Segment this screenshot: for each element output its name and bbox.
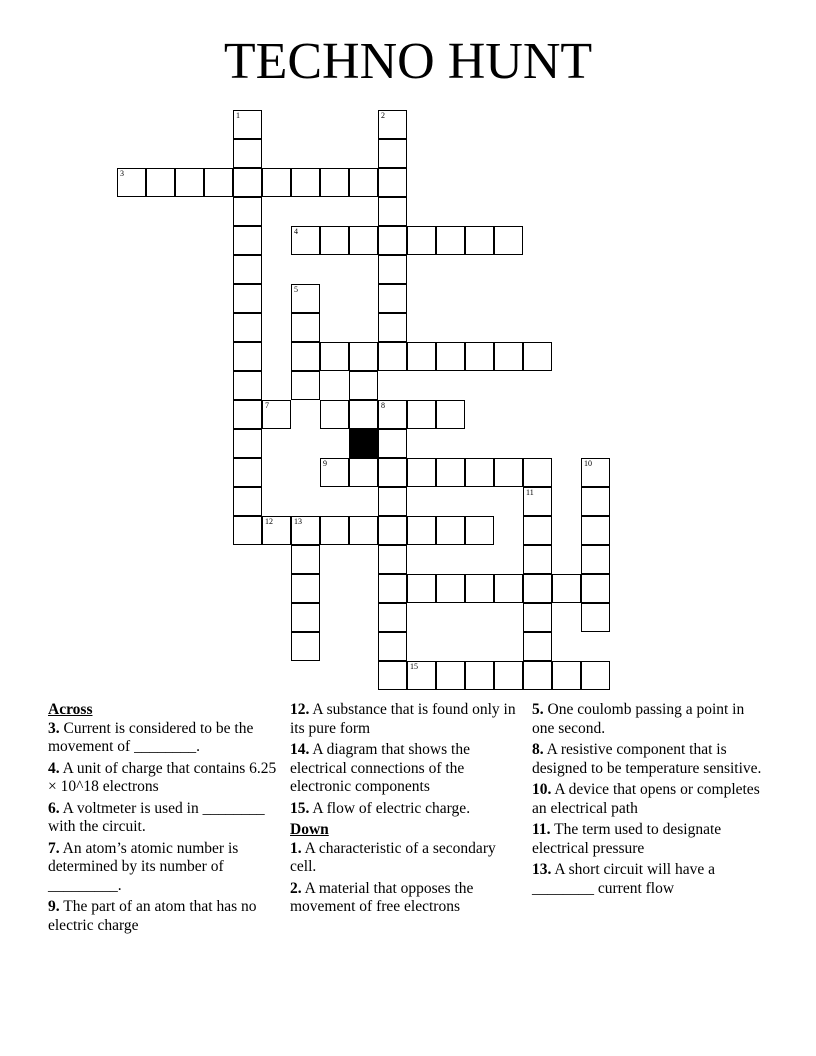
cell-number: 12 xyxy=(265,517,273,526)
clue-across-12 xyxy=(290,701,522,738)
clue-text: A flow of electric charge. xyxy=(312,799,471,817)
page-title: TECHNO HUNT xyxy=(223,33,593,90)
grid-cell[interactable] xyxy=(320,226,349,255)
grid-cell[interactable] xyxy=(233,313,262,342)
clue-number: 15. xyxy=(290,799,310,817)
grid-cell[interactable] xyxy=(291,632,320,661)
grid-cell[interactable] xyxy=(349,458,378,487)
clue-down-5 xyxy=(532,701,764,738)
clue-down-10 xyxy=(532,781,764,818)
grid-cell[interactable] xyxy=(407,226,436,255)
clue-text: A diagram that shows the electrical connections of the electronic components xyxy=(290,741,470,795)
grid-cell[interactable] xyxy=(494,226,523,255)
cell-number: 10 xyxy=(584,459,592,468)
grid-cell[interactable] xyxy=(349,516,378,545)
grid-cell[interactable] xyxy=(581,545,610,574)
clue-text: The term used to designate electrical pressure xyxy=(532,821,722,857)
grid-cell[interactable] xyxy=(378,574,407,603)
clue-column-1 xyxy=(48,701,283,938)
grid-cell[interactable] xyxy=(581,661,610,690)
clue-number: 13. xyxy=(532,861,552,878)
grid-cell[interactable] xyxy=(320,342,349,371)
grid-cell[interactable] xyxy=(378,516,407,545)
grid-cell[interactable] xyxy=(523,487,552,516)
grid-cell[interactable] xyxy=(407,458,436,487)
grid-cell[interactable] xyxy=(262,516,291,545)
clue-number: 2. xyxy=(290,879,302,897)
grid-cell[interactable] xyxy=(523,632,552,661)
cell-number: 2 xyxy=(381,111,385,120)
clue-number: 9. xyxy=(48,898,60,915)
grid-cell[interactable] xyxy=(291,371,320,400)
clue-text: An atom’s atomic number is determined by its number of _________. xyxy=(48,839,239,894)
grid-cell[interactable] xyxy=(233,429,262,458)
clue-text: A device that opens or completes an electrical path xyxy=(532,781,760,817)
grid-cell[interactable] xyxy=(378,226,407,255)
clue-number: 3. xyxy=(48,719,60,737)
grid-cell[interactable] xyxy=(378,429,407,458)
grid-cell[interactable] xyxy=(291,284,320,313)
grid-cell[interactable] xyxy=(378,487,407,516)
grid-cell[interactable] xyxy=(378,400,407,429)
grid-cell[interactable] xyxy=(320,516,349,545)
grid-cell[interactable] xyxy=(436,226,465,255)
grid-cell[interactable] xyxy=(378,284,407,313)
grid-cell[interactable] xyxy=(523,458,552,487)
grid-cell[interactable] xyxy=(465,661,494,690)
clue-text: A characteristic of a secondary cell. xyxy=(290,839,496,875)
grid-cell[interactable] xyxy=(494,574,523,603)
grid-cell[interactable] xyxy=(465,226,494,255)
clue-across-6 xyxy=(48,800,283,837)
black-square xyxy=(349,429,378,458)
grid-cell[interactable] xyxy=(523,603,552,632)
grid-cell[interactable] xyxy=(233,371,262,400)
grid-cell[interactable] xyxy=(378,313,407,342)
clue-number: 6. xyxy=(48,799,60,817)
grid-cell[interactable] xyxy=(320,400,349,429)
grid-cell[interactable] xyxy=(436,458,465,487)
clue-column-3 xyxy=(532,701,764,901)
grid-cell[interactable] xyxy=(581,487,610,516)
clue-down-8 xyxy=(532,741,764,778)
cell-number: 11 xyxy=(526,488,534,497)
clue-across-15 xyxy=(290,800,522,819)
clue-number: 8. xyxy=(532,741,544,758)
clue-number: 7. xyxy=(48,839,60,857)
grid-cell[interactable] xyxy=(407,574,436,603)
grid-cell[interactable] xyxy=(262,168,291,197)
grid-cell[interactable] xyxy=(146,168,175,197)
cell-number: 5 xyxy=(294,285,298,294)
grid-cell[interactable] xyxy=(378,110,407,139)
grid-cell[interactable] xyxy=(581,574,610,603)
grid-cell[interactable] xyxy=(349,168,378,197)
clue-number: 5. xyxy=(532,701,544,718)
grid-cell[interactable] xyxy=(378,168,407,197)
clue-across-7 xyxy=(48,840,283,896)
clue-across-9 xyxy=(48,898,283,935)
grid-cell[interactable] xyxy=(291,516,320,545)
clue-text: Current is considered to be the movement of ________. xyxy=(48,719,254,755)
grid-cell[interactable] xyxy=(465,458,494,487)
grid-cell[interactable] xyxy=(581,458,610,487)
grid-cell[interactable] xyxy=(349,226,378,255)
grid-cell[interactable] xyxy=(262,400,291,429)
grid-cell[interactable] xyxy=(378,545,407,574)
grid-cell[interactable] xyxy=(465,516,494,545)
clue-down-1 xyxy=(290,840,522,877)
grid-cell[interactable] xyxy=(581,603,610,632)
grid-cell[interactable] xyxy=(320,168,349,197)
clue-number: 11. xyxy=(532,821,551,838)
grid-cell[interactable] xyxy=(291,603,320,632)
grid-cell[interactable] xyxy=(233,458,262,487)
grid-cell[interactable] xyxy=(175,168,204,197)
grid-cell[interactable] xyxy=(378,603,407,632)
grid-cell[interactable] xyxy=(291,226,320,255)
grid-cell[interactable] xyxy=(233,168,262,197)
grid-cell[interactable] xyxy=(378,458,407,487)
cell-number: 8 xyxy=(381,401,385,410)
grid-cell[interactable] xyxy=(436,342,465,371)
grid-cell[interactable] xyxy=(523,516,552,545)
grid-cell[interactable] xyxy=(233,487,262,516)
cell-number: 15 xyxy=(410,662,418,671)
grid-cell[interactable] xyxy=(581,516,610,545)
grid-cell[interactable] xyxy=(291,574,320,603)
grid-cell[interactable] xyxy=(494,661,523,690)
grid-cell[interactable] xyxy=(320,458,349,487)
grid-cell[interactable] xyxy=(436,400,465,429)
grid-cell[interactable] xyxy=(378,632,407,661)
clue-number: 4. xyxy=(48,759,60,777)
grid-cell[interactable] xyxy=(436,661,465,690)
clue-across-14 xyxy=(290,741,522,797)
clue-across-3 xyxy=(48,720,283,757)
grid-cell[interactable] xyxy=(204,168,233,197)
grid-cell[interactable] xyxy=(523,574,552,603)
grid-cell[interactable] xyxy=(233,255,262,284)
clue-text: A short circuit will have a ________ current flow xyxy=(532,861,715,897)
clue-down-13 xyxy=(532,861,764,898)
clue-down-2 xyxy=(290,880,522,917)
grid-cell[interactable] xyxy=(552,661,581,690)
grid-cell[interactable] xyxy=(233,342,262,371)
cell-number: 4 xyxy=(294,227,298,236)
clue-text: A material that opposes the movement of free electrons xyxy=(290,879,474,915)
grid-cell[interactable] xyxy=(407,516,436,545)
grid-cell[interactable] xyxy=(233,400,262,429)
grid-cell[interactable] xyxy=(349,342,378,371)
grid-cell[interactable] xyxy=(378,661,407,690)
cell-number: 7 xyxy=(265,401,269,410)
clue-across-4 xyxy=(48,760,283,797)
grid-cell[interactable] xyxy=(465,342,494,371)
grid-cell[interactable] xyxy=(407,342,436,371)
grid-cell[interactable] xyxy=(436,574,465,603)
grid-cell[interactable] xyxy=(407,661,436,690)
clue-text: One coulomb passing a point in one second. xyxy=(532,701,745,737)
grid-cell[interactable] xyxy=(233,197,262,226)
clue-number: 14. xyxy=(290,741,310,758)
grid-cell[interactable] xyxy=(523,545,552,574)
clue-number: 1. xyxy=(290,839,302,857)
grid-cell[interactable] xyxy=(378,197,407,226)
grid-cell[interactable] xyxy=(233,516,262,545)
down-heading: Down xyxy=(290,821,329,838)
grid-cell[interactable] xyxy=(378,139,407,168)
grid-cell[interactable] xyxy=(233,110,262,139)
cell-number: 1 xyxy=(236,111,240,120)
cell-number: 3 xyxy=(120,169,124,178)
grid-cell[interactable] xyxy=(523,661,552,690)
clue-number: 10. xyxy=(532,781,552,798)
grid-cell[interactable] xyxy=(233,139,262,168)
grid-cell[interactable] xyxy=(349,400,378,429)
grid-cell[interactable] xyxy=(291,168,320,197)
clue-number: 12. xyxy=(290,701,310,718)
cell-number: 13 xyxy=(294,517,302,526)
grid-cell[interactable] xyxy=(494,458,523,487)
grid-cell[interactable] xyxy=(117,168,146,197)
grid-cell[interactable] xyxy=(523,342,552,371)
clue-text: A resistive component that is designed to be temperature sensitive. xyxy=(532,741,762,777)
grid-cell[interactable] xyxy=(378,255,407,284)
grid-cell[interactable] xyxy=(233,226,262,255)
clue-column-2 xyxy=(290,701,522,920)
grid-cell[interactable] xyxy=(552,574,581,603)
clue-text: The part of an atom that has no electric charge xyxy=(48,898,257,934)
grid-cell[interactable] xyxy=(349,371,378,400)
clue-text: A substance that is found only in its pure form xyxy=(290,701,516,737)
grid-cell[interactable] xyxy=(465,574,494,603)
clue-down-11 xyxy=(532,821,764,858)
grid-cell[interactable] xyxy=(291,342,320,371)
grid-cell[interactable] xyxy=(233,284,262,313)
grid-cell[interactable] xyxy=(407,400,436,429)
clue-text: A unit of charge that contains 6.25 × 10^18 electrons xyxy=(48,759,277,795)
clue-text: A voltmeter is used in ________ with the circuit. xyxy=(48,799,265,835)
grid-cell[interactable] xyxy=(494,342,523,371)
cell-number: 9 xyxy=(323,459,327,468)
grid-cell[interactable] xyxy=(378,342,407,371)
grid-cell[interactable] xyxy=(436,516,465,545)
across-heading: Across xyxy=(48,701,93,718)
grid-cell[interactable] xyxy=(291,545,320,574)
grid-cell[interactable] xyxy=(291,313,320,342)
